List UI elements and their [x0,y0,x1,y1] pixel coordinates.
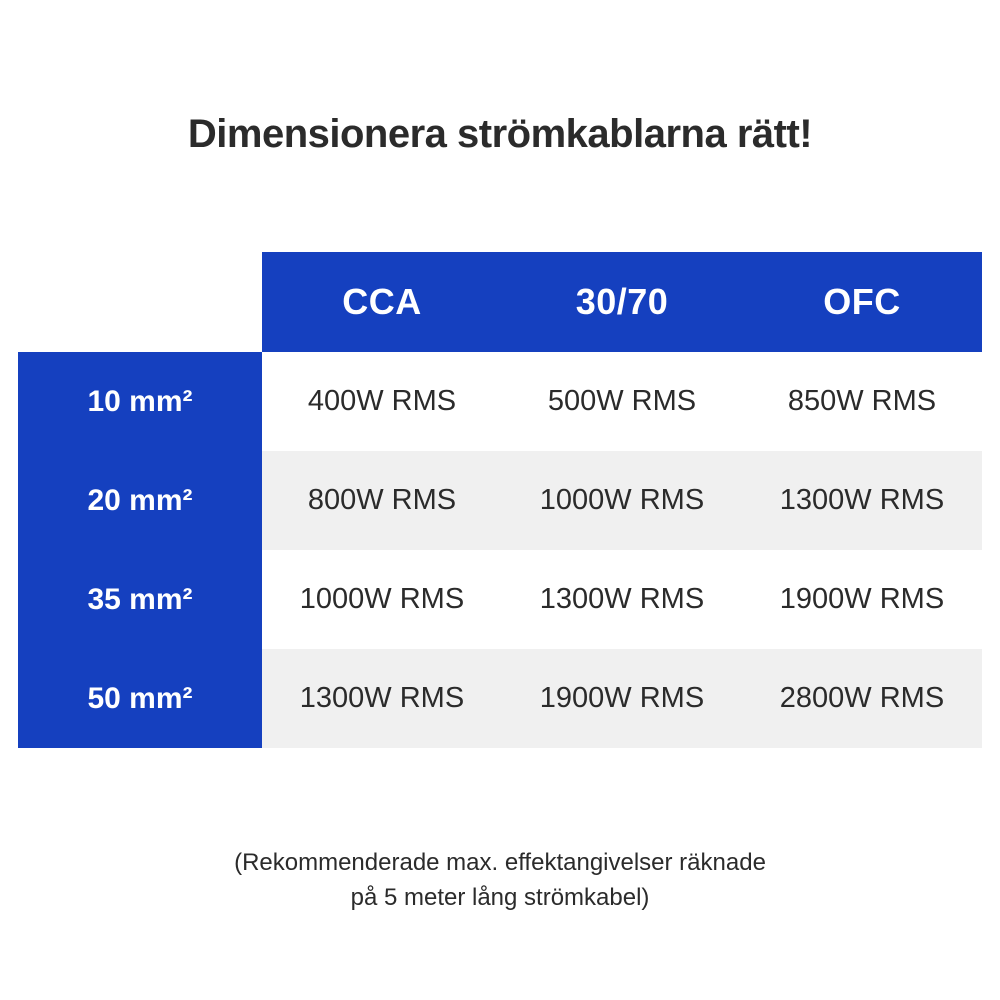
cell-10mm-ofc: 850W RMS [742,352,982,451]
cell-10mm-cca: 400W RMS [262,352,502,451]
table-row [18,550,982,649]
page-title: Dimensionera strömkablarna rätt! [187,112,813,156]
power-rating-table [18,252,982,748]
table-corner-cell [18,252,262,352]
cell-35mm-3070: 1300W RMS [502,550,742,649]
column-header-ofc: OFC [742,252,982,352]
footnote-line-1: (Rekommenderade max. effektangivelser räknade [234,849,766,876]
cell-10mm-3070: 500W RMS [502,352,742,451]
cell-35mm-cca: 1000W RMS [262,550,502,649]
cell-20mm-3070: 1000W RMS [502,451,742,550]
row-label-35mm: 35 mm² [18,550,262,649]
cell-20mm-ofc: 1300W RMS [742,451,982,550]
cell-35mm-ofc: 1900W RMS [742,550,982,649]
table-header-row [18,252,982,352]
row-label-10mm: 10 mm² [18,352,262,451]
table-row [18,451,982,550]
row-label-50mm: 50 mm² [18,649,262,748]
row-label-20mm: 20 mm² [18,451,262,550]
table-row [18,352,982,451]
cell-50mm-cca: 1300W RMS [262,649,502,748]
footnote [0,846,1000,916]
footnote-line-2: på 5 meter lång strömkabel) [350,883,650,911]
cell-50mm-3070: 1900W RMS [502,649,742,748]
column-header-cca: CCA [262,252,502,352]
cell-50mm-ofc: 2800W RMS [742,649,982,748]
column-header-3070: 30/70 [502,252,742,352]
cell-20mm-cca: 800W RMS [262,451,502,550]
table-row [18,649,982,748]
